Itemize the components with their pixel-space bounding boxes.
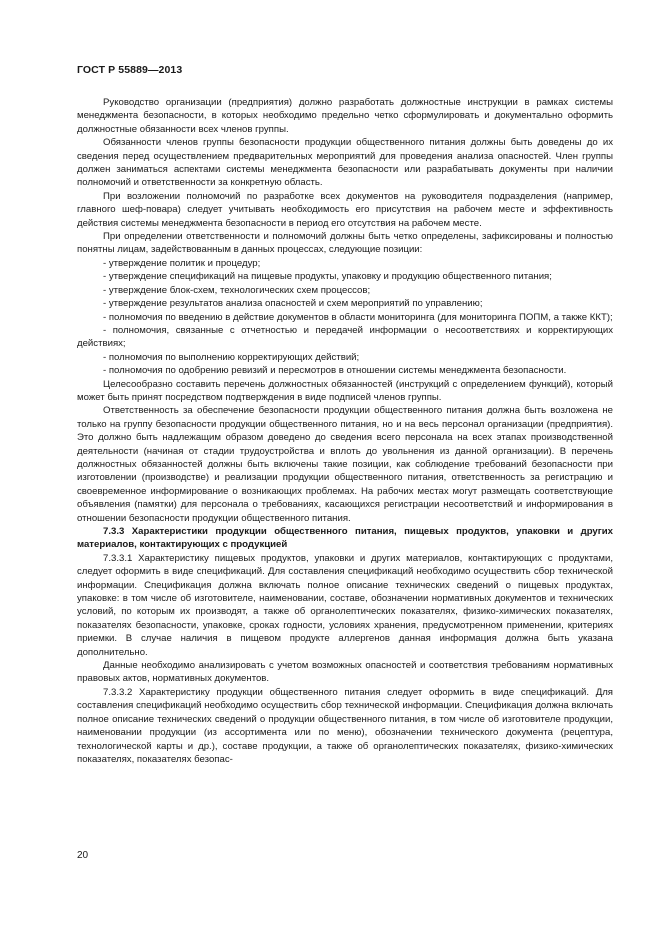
list-item: - полномочия по одобрению ревизий и пересмотров в отношении системы менеджмента безопасности. xyxy=(103,365,567,377)
list-item: - утверждение блок-схем, технологических схем процессов; xyxy=(103,284,371,296)
list-item: - полномочия по выполнению корректирующих действий; xyxy=(103,351,360,363)
page-number: 20 xyxy=(77,850,89,861)
paragraph: 7.3.3.1 Характеристику пищевых продуктов, упаковки и других материалов, контактирующих с продуктами, следует оформить в виде спецификаций. Для составления спецификаций необходимо осуществить сбор технической информации. Спецификация должна включать полное описание технических сведений о пищевых продуктах, упаковке: в том числе об изготовителе, наименовании, составе, обозначении нормативных документов и технических условий, по которым их производят, а также об органолептических показателях, физико-химических показателях, показателях безопасности, упаковке, сроках годности, условиях хранения, предусмотренном применении, критериях приемки. В случае наличия в пищевом продукте аллергенов данная информация должна быть указана дополнительно. xyxy=(77,552,613,658)
list-item: - утверждение результатов анализа опасностей и схем мероприятий по управлению; xyxy=(103,298,483,310)
list-item: - утверждение политик и процедур; xyxy=(103,257,261,269)
paragraph: Данные необходимо анализировать с учетом возможных опасностей и соответствия требованиям нормативных правовых актов, нормативных документов. xyxy=(77,660,613,685)
paragraph: Обязанности членов группы безопасности продукции общественного питания должны быть доведены до их сведения перед осуществлением предварительных мероприятий для проведения анализа опасностей. Член группы должен заниматься аспектами системы менеджмента безопасности или разрабатывать документы при наличии полномочий и ответственности за конкретную область. xyxy=(77,137,613,189)
section-heading: 7.3.3 Характеристики продукции общественного питания, пищевых продуктов, упаковки и других материалов, контактирующих с продукцией xyxy=(77,526,613,551)
list-item: - полномочия, связанные с отчетностью и передачей информации о несоответствиях и корректирующих действиях; xyxy=(77,324,613,350)
document-header: ГОСТ Р 55889—2013 xyxy=(77,64,183,76)
paragraph: При возложении полномочий по разработке всех документов на руководителя подразделения (например, главного шеф-повара) следует учитывать необходимость его присутствия на рабочем месте и эффективность действия системы менеджмента безопасности в период его отсутствия на рабочем месте. xyxy=(77,190,613,229)
paragraph: Целесообразно составить перечень должностных обязанностей (инструкций с определением функций), который может быть принят посредством подтверждения в виде подписей членов группы. xyxy=(77,378,613,403)
list-item: - утверждение спецификаций на пищевые продукты, упаковку и продукцию общественного питания; xyxy=(103,271,552,283)
paragraph: При определении ответственности и полномочий должны быть четко определены, зафиксированы и полностью понятны лицам, задействованным в данных процессах, следующие позиции: xyxy=(77,231,613,256)
paragraph: Ответственность за обеспечение безопасности продукции общественного питания должна быть возложена не только на группу безопасности продукции общественного питания, но и на весь персонал организации (предприятия). Это должно быть надлежащим образом доведено до сведения всего персонала на всех этапах производственной деятельности (начиная от стадии трудоустройства и вплоть до увольнения из данной организации). В перечень должностных обязанностей должны быть включены такие позиции, как соблюдение требований безопасности при изготовлении (производстве) и реализации продукции общественного питания, ответственность за регистрацию и своевременное информирование о возникающих проблемах. На рабочих местах могут размещать соответствующие объявления (памятки) для персонала о требованиях, касающихся регистрации несоответствий и информирования в отношении безопасности продукции общественного питания. xyxy=(77,405,613,524)
list-item: - полномочия по введению в действие документов в области мониторинга (для мониторинга ПОПМ, а также ККТ); xyxy=(103,311,613,323)
paragraph: Руководство организации (предприятия) должно разработать должностные инструкции в рамках системы менеджмента безопасности, в которых необходимо предельно четко сформулировать и документально оформить должностные обязанности всех членов группы. xyxy=(77,97,613,135)
document-body xyxy=(77,96,613,766)
paragraph: 7.3.3.2 Характеристику продукции общественного питания следует оформить в виде спецификаций. Для составления спецификаций необходимо осуществить сбор технической информации. Спецификация должна включать полное описание технических сведений о продукции общественного питания, в том числе об изготовителе продукции, наименовании продукции (из ассортимента или по меню), обозначении технического документа (рецептура, технологической карты и др.), составе продукции, а также об органолептических показателях, физико-химических показателях, показателях безопас- xyxy=(77,686,613,765)
